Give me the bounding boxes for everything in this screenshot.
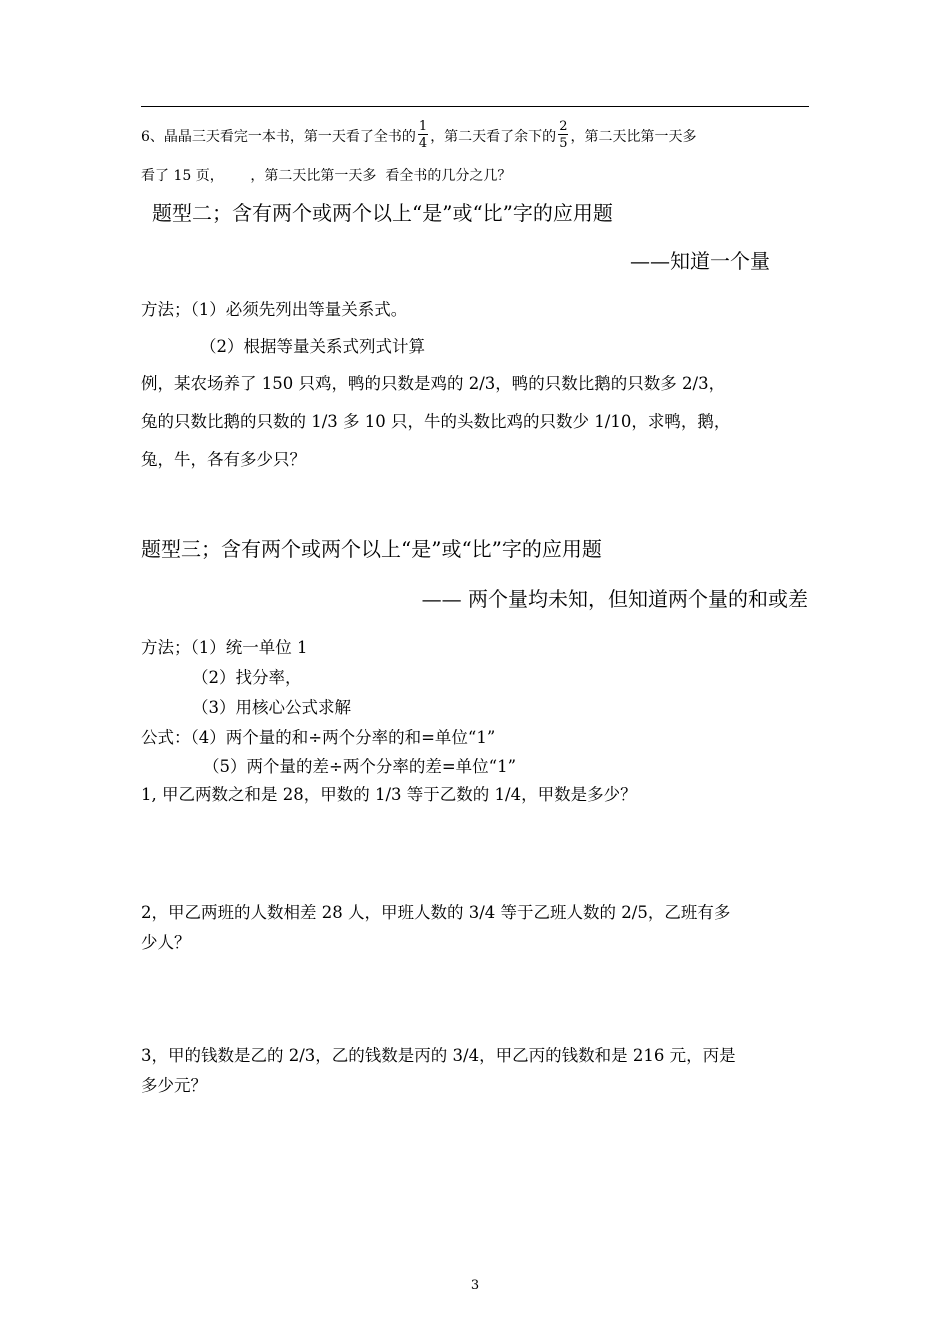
header-rule [141, 106, 809, 107]
type3-subtitle: —— 两个量均未知，但知道两个量的和或差 [421, 587, 808, 611]
problem-1: 1, 甲乙两数之和是 28，甲数的 1/3 等于乙数的 1/4，甲数是多少？ [141, 785, 637, 804]
type3-formula-1: 公式：（4）两个量的和÷两个分率的和=单位“1” [141, 728, 496, 747]
q6-line-2: 看了 15 页， ，第二天比第一天多 看全书的几分之几？ [141, 168, 512, 184]
type2-subtitle: ——知道一个量 [630, 249, 770, 273]
page-number: 3 [470, 1278, 480, 1293]
type2-method-2: （2）根据等量关系式列式计算 [200, 337, 425, 356]
type3-method-3: （3）用核心公式求解 [192, 698, 351, 717]
type2-example-line-1: 例，某农场养了 150 只鸡，鸭的只数是鸡的 2/3，鸭的只数比鹅的只数多 2/3， [141, 374, 726, 393]
type2-method-1: 方法；（1）必须先列出等量关系式。 [141, 300, 408, 319]
problem-2-line-1: 2，甲乙两班的人数相差 28 人，甲班人数的 3/4 等于乙班人数的 2/5，乙班有多 [141, 903, 731, 922]
q6-line-1 [141, 119, 697, 152]
problem-2-line-2: 少人？ [141, 933, 191, 952]
problem-3-line-2: 多少元？ [141, 1076, 207, 1095]
fraction-two-fifths: $\frac{2}{5}$ [559, 119, 568, 151]
q6-text-2: ，第二天看了余下的 [430, 129, 557, 145]
type3-method-2: （2）找分率， [192, 668, 302, 687]
type2-example-line-3: 兔，牛，各有多少只？ [141, 450, 306, 469]
type3-title: 题型三；含有两个或两个以上“是”或“比”字的应用题 [141, 537, 602, 561]
problem-3-line-1: 3，甲的钱数是乙的 2/3，乙的钱数是丙的 3/4，甲乙丙的钱数和是 216 元，丙是 [141, 1046, 736, 1065]
q6-text-1: 6、晶晶三天看完一本书，第一天看了全书的 [141, 129, 416, 145]
type2-title: 题型二；含有两个或两个以上“是”或“比”字的应用题 [152, 201, 613, 225]
q6-text-3: ，第二天比第一天多 [570, 129, 697, 145]
type3-method-1: 方法；（1）统一单位 1 [141, 638, 308, 657]
type2-example-line-2: 兔的只数比鹅的只数的 1/3 多 10 只，牛的头数比鸡的只数少 1/10，求鸭，鹅， [141, 412, 731, 431]
fraction-one-quarter: $\frac{1}{4}$ [418, 119, 428, 151]
type3-formula-2: （5）两个量的差÷两个分率的差=单位“1” [203, 757, 517, 776]
